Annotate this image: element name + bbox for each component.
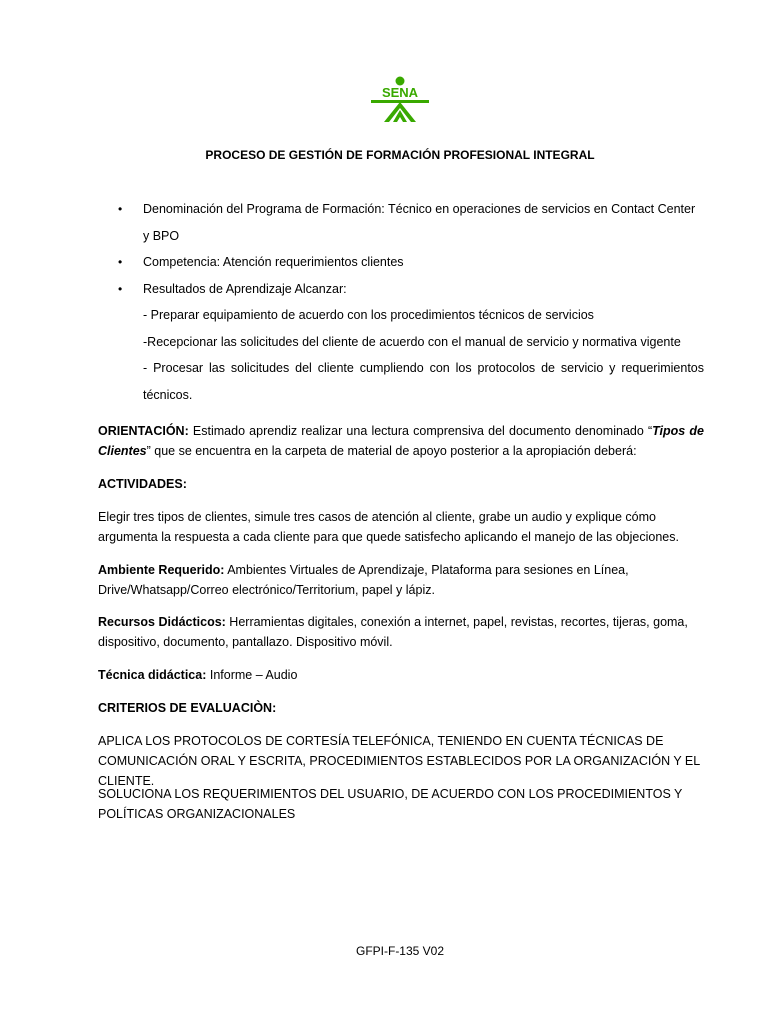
logo-text: SENA — [381, 85, 419, 100]
result-item: -Recepcionar las solicitudes del cliente de acuerdo con el manual de servicio y normativa vigente — [143, 334, 681, 349]
sena-logo — [369, 76, 431, 124]
program-name: Denominación del Programa de Formación: Técnico en operaciones de servicios en Contact Center y BPO — [143, 202, 696, 243]
criterio-item: APLICA LOS PROTOCOLOS DE CORTESÍA TELEFÓNICA, TENIENDO EN CUENTA TÉCNICAS DE COMUNICACIÓN ORAL Y ESCRITA, PROCEDIMIENTOS ESTABLECIDOS POR LA ORGANIZACIÓN Y EL CLIENTE. — [98, 734, 700, 788]
result-item: - Procesar las solicitudes del cliente cumpliendo con los protocolos de servicio y requerimientos técnicos. — [143, 361, 704, 402]
recursos-label: Recursos Didácticos: — [98, 615, 226, 629]
orientacion-label: ORIENTACIÓN: — [98, 424, 189, 438]
bullet-icon: • — [118, 255, 123, 269]
tecnica-text: Informe – Audio — [206, 668, 298, 682]
criterios-heading: CRITERIOS DE EVALUACIÒN: — [98, 701, 277, 715]
ambiente-label: Ambiente Requerido: — [98, 563, 225, 577]
resultados-label: Resultados de Aprendizaje Alcanzar: — [143, 281, 347, 296]
form-code: GFPI-F-135 V02 — [355, 944, 445, 958]
sena-logo-graphic — [369, 76, 431, 124]
result-item: - Preparar equipamiento de acuerdo con los procedimientos técnicos de servicios — [143, 308, 594, 322]
program-info-list — [112, 196, 704, 408]
tecnica-label: Técnica didáctica: — [98, 668, 207, 682]
criterio-item: SOLUCIONA LOS REQUERIMIENTOS DEL USUARIO, DE ACUERDO CON LOS PROCEDIMIENTOS Y POLÍTICAS ORGANIZACIONALES — [98, 787, 683, 821]
competencia: Competencia: Atención requerimientos clientes — [143, 255, 404, 269]
bullet-icon: • — [118, 281, 123, 296]
list-item — [112, 196, 704, 249]
orientacion-text-1: Estimado aprendiz realizar una lectura comprensiva del documento denominado “ — [188, 424, 653, 438]
recursos-paragraph — [98, 612, 704, 652]
bullet-icon: • — [118, 202, 123, 216]
actividades-heading: ACTIVIDADES: — [98, 477, 187, 491]
actividades-text: Elegir tres tipos de clientes, simule tres casos de atención al cliente, grabe un audio y explique cómo argumenta la respuesta a cada cliente para que quede satisfecho aplicando el manejo de las objeciones. — [98, 510, 679, 544]
ambiente-paragraph — [98, 560, 704, 600]
recursos-text: Herramientas digitales, conexión a internet, papel, revistas, recortes, tijeras, goma, dispositivo, documento, pantallazo. Dispositivo móvil. — [98, 615, 688, 649]
document-title: PROCESO DE GESTIÓN DE FORMACIÓN PROFESIONAL INTEGRAL — [205, 148, 595, 162]
list-item — [112, 276, 704, 303]
list-item — [112, 249, 704, 276]
orientacion-paragraph — [98, 421, 704, 461]
orientacion-text-2: ” que se encuentra en la carpeta de material de apoyo posterior a la apropiación deberá: — [146, 444, 637, 458]
tecnica-paragraph — [98, 665, 704, 685]
orientacion-document-name: Tipos de Clientes — [98, 424, 704, 458]
ambiente-text: Ambientes Virtuales de Aprendizaje, Plataforma para sesiones en Línea, Drive/Whatsapp/Correo electrónico/Territorium, papel y lápiz. — [98, 563, 629, 597]
